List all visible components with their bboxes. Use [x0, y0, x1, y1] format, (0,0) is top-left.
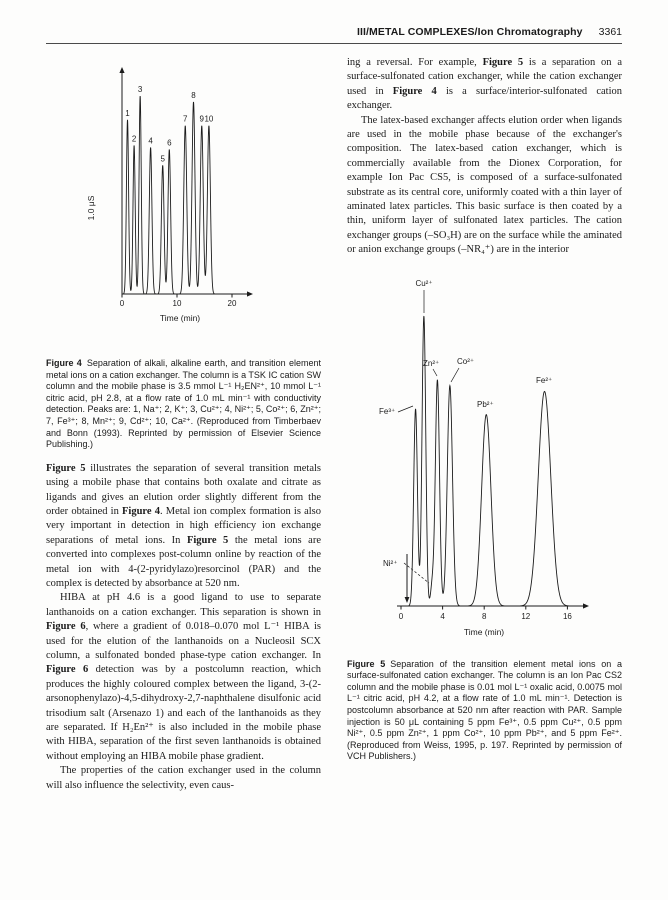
x-axis-title: Time (min): [159, 313, 201, 323]
peak-label: Co²⁺: [457, 356, 475, 366]
running-head: III/METAL COMPLEXES/Ion Chromatography: [356, 26, 583, 38]
page-header: [46, 26, 622, 44]
peak-label-leader: [433, 369, 437, 376]
figure5-caption-label: Figure 5: [347, 658, 386, 669]
peak-label: 6: [167, 138, 172, 148]
text-run: the metal ions are converted into complexes post-column online by reaction of the metal ion with 4-(2-pyridylazo)resorcinol (PAR) and the complex is detected by absorbance at 520 nm.: [46, 534, 321, 589]
peak-label: 8: [191, 90, 196, 100]
two-column-layout: [46, 56, 622, 793]
peak-label: Cu²⁺: [415, 278, 433, 288]
figure5-caption: [347, 659, 622, 763]
x-tick-label: 0: [398, 611, 404, 621]
figure5-chromatogram: [371, 264, 622, 654]
x-tick-label: 12: [521, 611, 531, 621]
body-paragraph: [347, 114, 622, 258]
figure4-caption-label: Figure 4: [46, 358, 82, 368]
figure4-caption-text: Separation of alkali, alkaline earth, and transition element metal ions on a cation exchanger. The column is a TSK IC cation SW column and the mobile phase is 3.5 mmol L⁻¹ H₂EN²⁺, 10 mmol L⁻¹ citric acid, pH 2.8, at a flow rate of 1.0 mL min⁻¹ with conductivity detection. Peaks are: 1, Na⁺; 2, K⁺; 3, Cu²⁺; 4, Ni²⁺; 5, Co²⁺; 6, Zn²⁺; 7, Fe³⁺; 8, Mn²⁺; 9, Cd²⁺; 10, Ca²⁺. (Reproduced from Timberbaev and Bonn (1993). Reprinted by permission of Elsevier Science Publishing.): [46, 358, 322, 450]
figure5-caption-text: Separation of the transition element metal ions on a surface-sulfonated cation exchanger. The column is an Ion Pac CS2 column and the mobile phase is 0.01 mol L⁻¹ oxalic acid, 0.0075 mol L⁻¹ citric acid, pH 4.2, at a flow rate of 1.0 mL min⁻¹. Detection is postcolumn absorbance at 520 nm after reaction with PAR. Sample injection is 50 μL containing 5 ppm Fe³⁺, 0.5 ppm Cu²⁺, 0.5 ppm Ni²⁺, 0.5 ppm Zn²⁺, 1 ppm Co²⁺, 10 ppm Pb²⁺, and 5 ppm Fe²⁺. (Reproduced from Weiss, 1995, p. 197. Reprinted by permission of VCH Publishers.): [347, 658, 623, 762]
text-run: is a separation on a surface-sulfonated cation exchanger, while the cation exchanger used in: [347, 57, 622, 97]
peak-label: Fe³⁺: [379, 406, 396, 416]
peak-label: 9: [199, 114, 204, 124]
text-run: illustrates the separation of several transition metals using a mobile phase that contains both oxalate and citrate as ligands and gives an elution order slightly different from the order obtained in: [46, 462, 321, 517]
injection-arrowhead-icon: [405, 597, 410, 603]
peak-label: 2: [131, 134, 137, 144]
peak-label: Zn²⁺: [423, 358, 440, 368]
text-run: , where a gradient of 0.018–0.070 mol L⁻¹ HIBA is used for the elution of the lanthanoids on a Nucleosil SCX column, a sulfonated bonded phase-type cation exchanger. In: [46, 621, 321, 662]
x-tick-label: 10: [172, 299, 182, 308]
figure4-caption: [46, 358, 321, 451]
peak-label: 3: [137, 85, 143, 94]
figure-reference: Figure 6: [46, 664, 89, 676]
text-run: The properties of the cation exchanger used in the column will also influence the selectivity, even caus-: [46, 765, 321, 791]
figure-reference: Figure 5: [186, 534, 229, 546]
peak-label: Ni²⁺: [383, 558, 398, 568]
y-axis-title: 1.0 μS: [86, 195, 96, 221]
x-tick-label: 20: [227, 299, 237, 308]
x-axis-arrow-icon: [247, 291, 253, 296]
figure-reference: Figure 5: [482, 57, 524, 68]
body-paragraph: [46, 764, 321, 793]
figure4-chromatogram: [76, 58, 321, 353]
x-tick-label: 8: [481, 611, 487, 621]
text-run: is a surface/interior-sulfonated cation exchanger.: [347, 85, 622, 112]
text-run: ing a reversal. For example,: [347, 57, 483, 68]
x-tick-label: 4: [440, 611, 445, 621]
figure4-chart: [76, 58, 261, 348]
peak-label: Fe²⁺: [536, 375, 553, 385]
body-paragraph: [46, 591, 321, 764]
x-axis-arrow-icon: [583, 603, 589, 608]
x-axis-title: Time (min): [463, 626, 505, 637]
peak-label-leader: [451, 368, 459, 382]
x-tick-label: 0: [119, 299, 125, 308]
peak-label-leader: [404, 563, 429, 583]
peak-label: 1: [125, 108, 130, 118]
peak-label: 7: [183, 114, 188, 124]
text-run: . Metal ion complex formation is also very important in detection in high efficiency ion exchange separations of metal ions. In: [46, 505, 321, 546]
figure5-chart: [371, 264, 596, 649]
peak-label: Pb²⁺: [477, 399, 494, 409]
peak-label: 4: [148, 136, 153, 146]
peak-label: 10: [204, 114, 214, 124]
peak-label-leader: [398, 406, 413, 412]
right-column: [347, 56, 622, 793]
page-number: 3361: [598, 26, 622, 38]
text-run: The latex-based exchanger affects elution order when ligands are used in the mobile phase because of the exchanger's composition. The latex-based cation exchanger, which is commercially available from the Dionex Corporation, for example Ion Pac CS5, is composed of a surface-sulfonated substrate as its central core, uniformly coated with a thin layer of aminated latex particles. This basic surface is then coated by a thin, uniform layer of sulfonated latex particles. The cation exchanger groups (–SO₃H) are on the surface while the aminated or anion exchange groups (–NR₄⁺) are in the interior: [347, 114, 622, 256]
text-run: detection was by a postcolumn reaction, which produces the highly coloured complex between the ligand, 3-(2-arsonophenylazo)-4,5-dihydroxy-2,7-naphthalene disulfonic acid trisodium salt (Arsenazo 1) and each of the lanthanoids as they are separated. If H₂En²⁺ is also included in the mobile phase with HIBA, separation of the first seven lanthanoids is obtained without employing an HIBA mobile phase gradient.: [46, 664, 321, 762]
right-column-text: [347, 56, 622, 258]
x-tick-label: 16: [562, 611, 572, 621]
peak-label: 5: [160, 154, 165, 164]
text-run: HIBA at pH 4.6 is a good ligand to use to separate lanthanoids on a cation exchanger. This separation is shown in: [46, 592, 321, 618]
figure-reference: Figure 5: [46, 462, 86, 474]
figure-reference: Figure 6: [46, 621, 86, 633]
left-column: [46, 56, 321, 793]
chromatogram-trace: [122, 96, 243, 294]
body-paragraph: [46, 462, 321, 592]
body-paragraph: [347, 56, 622, 114]
figure-reference: Figure 4: [392, 85, 437, 97]
figure-reference: Figure 4: [121, 505, 160, 517]
left-column-text: [46, 462, 321, 793]
y-axis-arrow-icon: [119, 67, 124, 73]
